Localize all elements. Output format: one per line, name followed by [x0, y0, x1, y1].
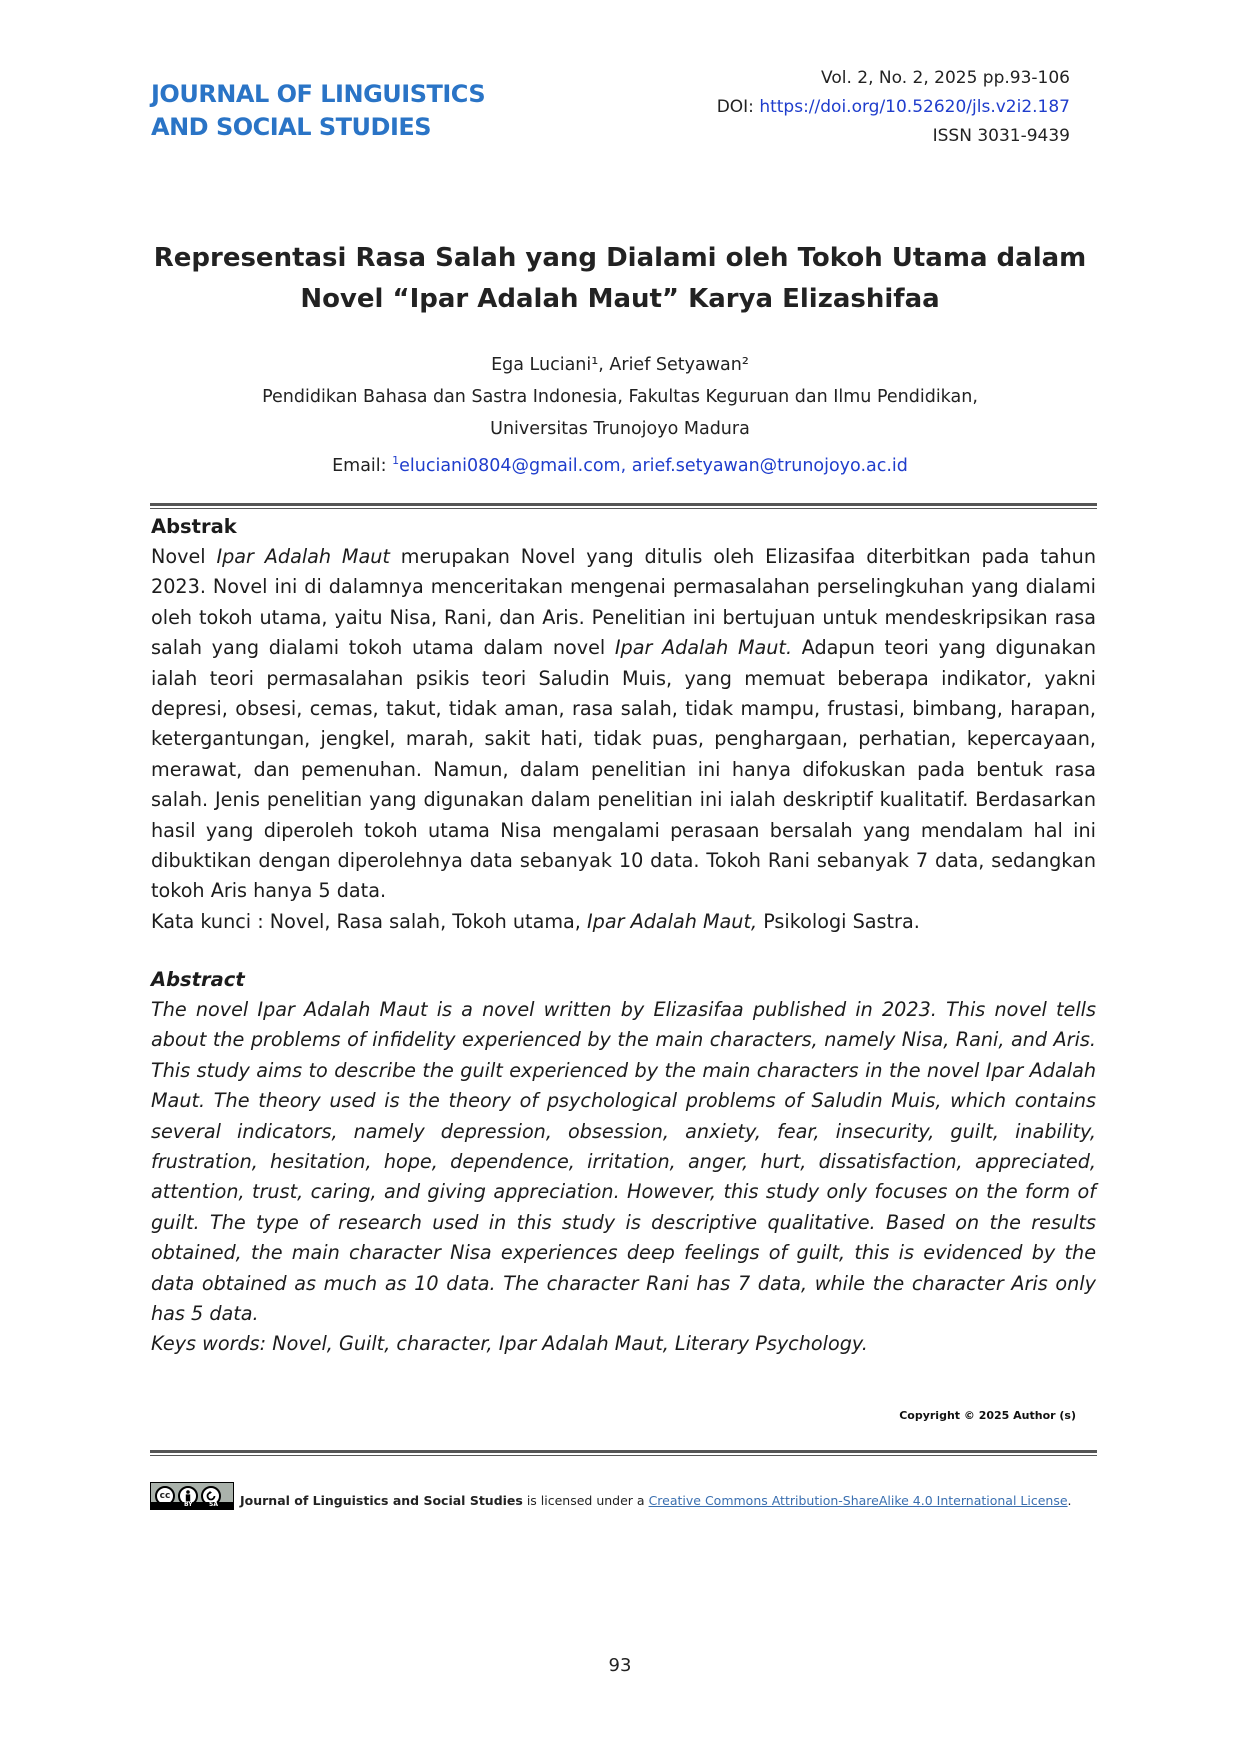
email-1-text: eluciani0804@gmail.com: [399, 455, 621, 476]
cc-by-sa-badge[interactable]: [150, 1482, 234, 1510]
cc-label-strip: [151, 1502, 233, 1509]
license-end: .: [1067, 1493, 1072, 1508]
novel-title-italic: Ipar Adalah Maut: [216, 545, 390, 568]
email-separator: ,: [620, 455, 632, 476]
abstrak-text: Novel: [151, 545, 217, 568]
page-number: 93: [608, 1655, 632, 1676]
section-divider-top: [150, 503, 1097, 509]
kw-text: Psikologi Sastra.: [757, 909, 920, 933]
email-link-2[interactable]: arief.setyawan@trunojoyo.ac.id: [631, 455, 908, 476]
abstrak-body: [151, 542, 1096, 907]
doi-link[interactable]: https://doi.org/10.52620/jls.v2i2.187: [759, 97, 1070, 117]
doi-label: DOI:: [716, 97, 760, 117]
abstract-heading: Abstract: [151, 968, 245, 991]
abstract-body: The novel Ipar Adalah Maut is a novel written by Elizasifaa published in 2023. This novel tells about the problems of infidelity experienced by the main characters, namely Nisa, Rani, and Aris. This study aims to describe the guilt experienced by the main characters in the novel Ipar Adalah Maut. The theory used is the theory of psychological problems of Saludin Muis, which contains several indicators, namely depression, obsession, anxiety, fear, insecurity, guilt, inability, frustration, hesitation, hope, dependence, irritation, anger, hurt, dissatisfaction, appreciated, attention, trust, caring, and giving appreciation. However, this study only focuses on the form of guilt. The type of research used in this study is descriptive qualitative. Based on the results obtained, the main character Nisa experiences deep feelings of guilt, this is evidenced by the data obtained as much as 10 data. The character Rani has 7 data, while the character Aris only has 5 data.: [151, 998, 1096, 1326]
issn: ISSN 3031-9439: [932, 126, 1070, 146]
abstrak-heading: Abstrak: [151, 515, 237, 538]
email-line: [150, 445, 1090, 482]
article-title: [150, 238, 1090, 320]
abstrak-text: Adapun teori yang digunakan ialah teori permasalahan psikis teori Saludin Muis, yang memuat beberapa indikator, yakni depresi, obsesi, cemas, takut, tidak aman, rasa salah, tidak mampu, frustasi, bimbang, harapan, ketergantungan, jengkel, marah, sakit hati, tidak puas, penghargaan, perhatian, kepercayaan, merawat, dan pemenuhan. Namun, dalam penelitian ini hanya difokuskan pada bentuk rasa salah. Jenis penelitian yang digunakan dalam penelitian ini ialah deskriptif kualitatif. Berdasarkan hasil yang diperoleh tokoh utama Nisa mengalami perasaan bersalah yang mendalam hal ini dibuktikan dengan diperolehnya data sebanyak 10 data. Tokoh Rani sebanyak 7 data, sedangkan tokoh Aris hanya 5 data.: [151, 636, 1097, 903]
volume-info: Vol. 2, No. 2, 2025 pp.93-106: [821, 68, 1070, 88]
abstrak-text: merupakan Novel yang ditulis oleh Elizasifaa diterbitkan pada tahun 2023. Novel ini di dalamnya menceritakan mengenai permasalahan perselingkuhan yang dialami oleh tokoh utama, yaitu Nisa, Rani, dan Aris. Penelitian ini bertujuan untuk mendeskripsikan rasa salah yang dialami tokoh utama dalam novel: [151, 545, 1096, 660]
by-label: BY: [184, 1501, 193, 1508]
license-journal-name: Journal of Linguistics and Social Studies: [240, 1493, 523, 1508]
title-line1: Representasi Rasa Salah yang Dialami oleh Tokoh Utama dalam: [153, 243, 1087, 273]
email-sup: 1: [392, 454, 400, 467]
copyright-notice: Copyright © 2025 Author (s): [899, 1409, 1076, 1422]
author-names: Ega Luciani¹, Arief Setyawan²: [491, 355, 749, 375]
license-text: [240, 1493, 1072, 1510]
affiliation-line2: Universitas Trunojoyo Madura: [490, 419, 750, 439]
email-link-1[interactable]: [392, 456, 620, 476]
journal-name-line2: AND SOCIAL STUDIES: [151, 113, 432, 141]
kw-text: Kata kunci : Novel, Rasa salah, Tokoh utama,: [151, 909, 587, 933]
sa-label: SA: [209, 1501, 218, 1508]
journal-name: [151, 78, 511, 144]
novel-title-italic: Ipar Adalah Maut.: [614, 636, 793, 660]
cc-icon: cc: [155, 1486, 175, 1506]
section-divider-bottom: [150, 1450, 1097, 1456]
license-link[interactable]: Creative Commons Attribution-ShareAlike 4.0 International License: [648, 1493, 1068, 1508]
affiliation-line1: Pendidikan Bahasa dan Sastra Indonesia, Fakultas Keguruan dan Ilmu Pendidikan,: [262, 387, 978, 407]
kw-title-italic: Ipar Adalah Maut,: [587, 909, 758, 933]
doi-line: [717, 93, 1070, 122]
article-meta: [717, 64, 1070, 151]
abstrak-section: [151, 512, 1096, 937]
email-label: Email:: [332, 455, 393, 476]
kata-kunci: [151, 907, 1096, 937]
journal-name-line1: JOURNAL OF LINGUISTICS: [151, 80, 486, 108]
author-block: [150, 349, 1090, 482]
abstract-section: [151, 965, 1096, 1360]
title-line2: Novel “Ipar Adalah Maut” Karya Elizashifaa: [300, 284, 940, 314]
license-line: [150, 1482, 1100, 1510]
abstract-keywords: Keys words: Novel, Guilt, character, Ipar Adalah Maut, Literary Psychology.: [151, 1332, 868, 1356]
license-middle: is licensed under a: [522, 1493, 649, 1508]
